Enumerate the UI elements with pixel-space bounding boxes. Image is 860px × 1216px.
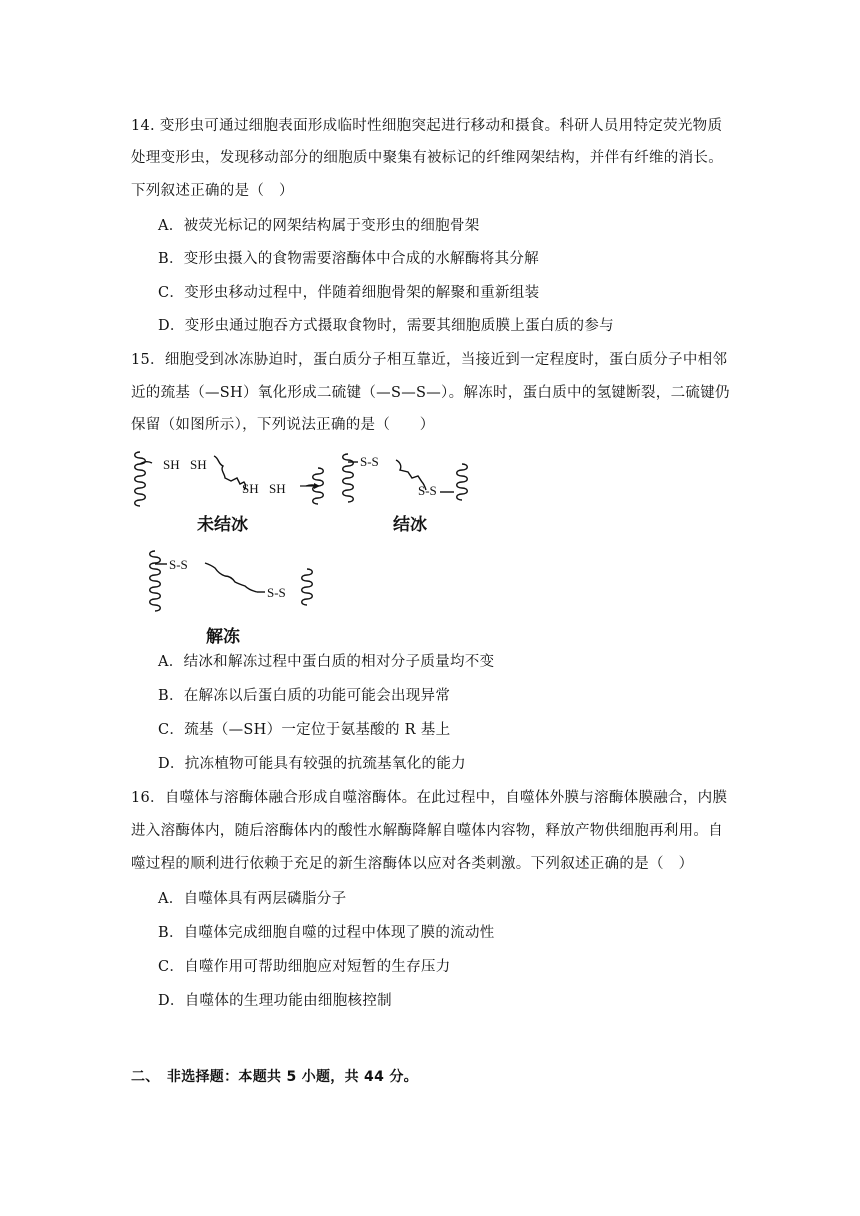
- caption-unfrozen: 未结冰: [197, 515, 248, 535]
- q14-option-b: B．变形虫摄入的食物需要溶酶体中合成的水解酶将其分解: [158, 251, 539, 267]
- q14-option-d: D．变形虫通过胞吞方式摄取食物时，需要其细胞质膜上蛋白质的参与: [158, 318, 614, 334]
- q15-option-a: A．结冰和解冻过程中蛋白质的相对分子质量均不变: [158, 654, 495, 670]
- q14-option-a: A．被荧光标记的网架结构属于变形虫的细胞骨架: [158, 218, 480, 234]
- protein-chain-1-arm: [140, 462, 152, 464]
- sh-label-4: SH: [269, 481, 286, 496]
- thawed-chain-2: [205, 563, 257, 592]
- protein-freeze-figure: [128, 448, 488, 538]
- sh-label-1: SH: [163, 457, 180, 472]
- frozen-chain-1: [343, 454, 354, 502]
- q14-stem-line-3: 下列叙述正确的是（ ）: [131, 183, 294, 199]
- q15-option-c: C．巯基（—SH）一定位于氨基酸的 R 基上: [158, 722, 451, 738]
- protein-chain-1: [135, 452, 146, 506]
- protein-chain-2: [214, 456, 246, 490]
- q16-stem-line-3: 噬过程的顺利进行依赖于充足的新生溶酶体以应对各类刺激。下列叙述正确的是（ ）: [131, 856, 694, 872]
- q16-option-d: D．自噬体的生理功能由细胞核控制: [158, 993, 392, 1009]
- ss-label-thawed-1: S-S: [169, 557, 188, 572]
- q16-option-c: C．自噬作用可帮助细胞应对短暂的生存压力: [158, 959, 451, 975]
- q16-stem-line-2: 进入溶酶体内，随后溶酶体内的酸性水解酶降解自噬体内容物，释放产物供细胞再利用。自: [131, 823, 723, 839]
- ss-label-thawed-2: S-S: [267, 585, 286, 600]
- q16-option-b: B．自噬体完成细胞自噬的过程中体现了膜的流动性: [158, 925, 495, 941]
- thawed-chain-1: [150, 551, 161, 611]
- q15-stem-line-1: 15．细胞受到冰冻胁迫时，蛋白质分子相互靠近，当接近到一定程度时，蛋白质分子中相邻: [131, 352, 728, 368]
- caption-thawed: 解冻: [206, 627, 240, 647]
- q16-stem-line-1: 16．自噬体与溶酶体融合形成自噬溶酶体。在此过程中，自噬体外膜与溶酶体膜融合，内膜: [131, 790, 728, 806]
- q15-stem-line-3: 保留（如图所示），下列说法正确的是（ ）: [131, 417, 435, 433]
- q15-option-b: B．在解冻以后蛋白质的功能可能会出现异常: [158, 688, 451, 704]
- thawed-chain-3: [302, 569, 313, 605]
- caption-frozen: 结冰: [393, 515, 427, 535]
- q16-option-a: A．自噬体具有两层磷脂分子: [158, 891, 347, 907]
- frozen-chain-3: [457, 464, 468, 500]
- q14-stem-line-1: 14. 变形虫可通过细胞表面形成临时性细胞突起进行移动和摄食。科研人员用特定荧光物质: [131, 118, 723, 134]
- sh-label-2: SH: [190, 457, 207, 472]
- ss-label-frozen-1: S-S: [360, 454, 379, 469]
- q14-stem-line-2: 处理变形虫，发现移动部分的细胞质中聚集有被标记的纤维网架结构，并伴有纤维的消长。: [131, 150, 723, 166]
- section-2-heading: 二、 非选择题：本题共 5 小题，共 44 分。: [131, 1069, 418, 1085]
- ss-label-frozen-2: S-S: [418, 483, 437, 498]
- protein-thawed-figure: [143, 547, 333, 617]
- q15-stem-line-2: 近的巯基（—SH）氧化形成二硫键（—S—S—）。解冻时，蛋白质中的氢键断裂，二硫键仍: [131, 385, 730, 401]
- q15-option-d: D．抗冻植物可能具有较强的抗巯基氧化的能力: [158, 756, 466, 772]
- q14-option-c: C．变形虫移动过程中，伴随着细胞骨架的解聚和重新组装: [158, 285, 540, 301]
- sh-label-3: SH: [242, 481, 259, 496]
